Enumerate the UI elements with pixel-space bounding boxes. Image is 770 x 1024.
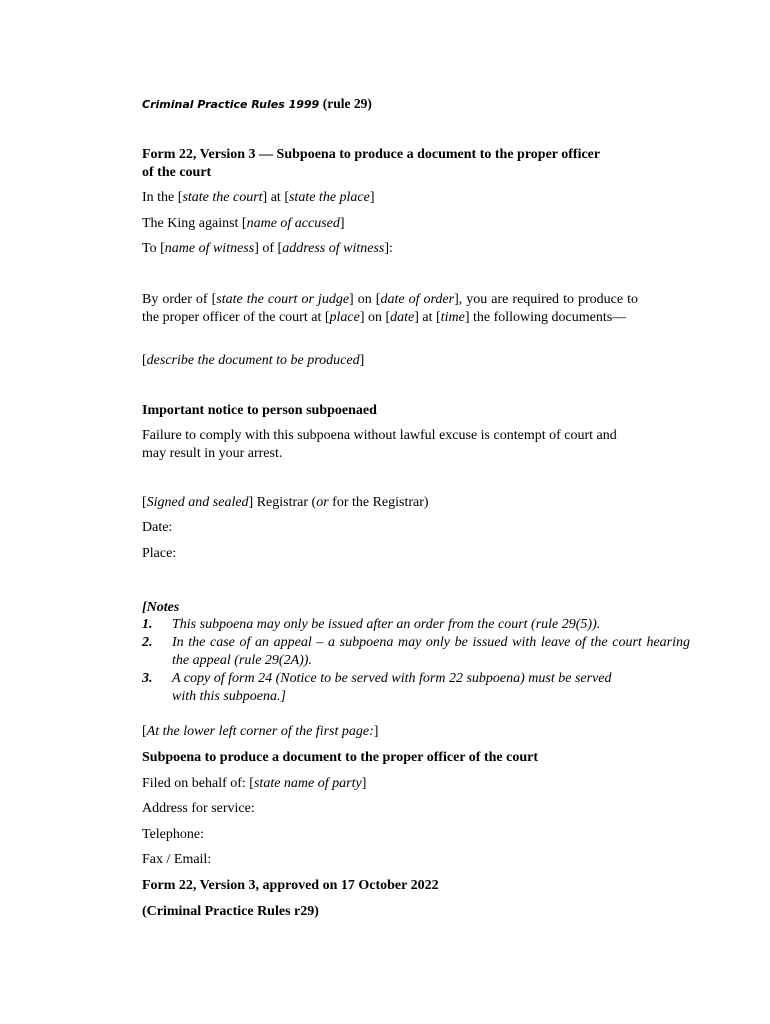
text-segment: ]: [384,241,393,256]
or-word: or [316,495,329,510]
date-order-placeholder: date of order [380,292,455,307]
note-text: In the case of an appeal – a subpoena may only be issued with leave of the court hearing the appeal (rule 29(2A)). [172,635,690,668]
court-placeholder: state the court [182,190,263,205]
parties-line [142,215,638,233]
document-line [142,352,638,370]
text-segment: By order of [ [142,292,217,307]
text-segment: In the [ [142,190,183,205]
place-placeholder: state the place [288,190,370,205]
notes-list [142,616,690,706]
text-segment: ] at [ [262,190,289,205]
text-segment: To [ [142,241,165,256]
form-version: Form 22, Version 3, approved on 17 October 2022 [142,878,439,893]
text-segment: ] on [ [359,310,391,325]
text-segment: ] of [ [254,241,283,256]
date-placeholder: date [390,310,415,325]
notice-text: Failure to comply with this subpoena without lawful excuse is contempt of court and may result in your arrest. [142,428,617,461]
text-segment: [ [142,353,147,368]
court-judge-placeholder: state the court or judge [216,292,350,307]
witness-placeholder: name of witness [164,241,255,256]
text-segment: ] [339,216,345,231]
text-segment: ] on [ [349,292,381,307]
text-segment: [ [142,495,147,510]
date-label: Date: [142,520,173,535]
place-placeholder: place [329,310,360,325]
note-item [142,634,690,670]
notice-heading: Important notice to person subpoenaed [142,403,377,418]
place-label: Place: [142,546,177,561]
note-item [142,616,690,634]
form-title: Form 22, Version 3 — Subpoena to produce a document to the proper officer of the court [142,147,600,180]
rule-reference: (rule 29) [322,96,372,111]
corner-label-text: At the lower left corner of the first page: [146,724,374,739]
text-segment: The King against [ [142,216,247,231]
fax-email-label: Fax / Email: [142,852,212,867]
address-for-service-label: Address for service: [142,801,255,816]
text-segment: ] [369,190,375,205]
notes-heading: [Notes [142,600,180,615]
text-segment: ] [359,353,365,368]
text-segment: ], you are required to produce to the proper officer of the court at [ [142,292,639,325]
text-segment: ] Registrar ( [248,495,317,510]
witness-line [142,240,638,258]
telephone-label: Telephone: [142,827,204,842]
signature-line [142,494,638,512]
rules-reference: (Criminal Practice Rules r29) [142,904,319,919]
note-number: 3. [142,671,153,686]
note-text: A copy of form 24 (Notice to be served with form 22 subpoena) must be served with this subpoena.] [172,671,612,704]
text-segment: [ [142,724,147,739]
text-segment: Filed on behalf of: [ [142,776,254,791]
document-placeholder: describe the document to be produced [146,353,360,368]
filed-on-behalf-line [142,775,638,793]
corner-label [142,723,638,741]
signed-placeholder: Signed and sealed [146,495,249,510]
text-segment: ] at [ [414,310,441,325]
act-name: Criminal Practice Rules 1999 [142,98,320,111]
text-segment: for the Registrar) [328,495,429,510]
text-segment: ] [361,776,367,791]
note-text: This subpoena may only be issued after an order from the court (rule 29(5)). [172,617,601,632]
order-paragraph [142,291,638,327]
note-number: 1. [142,617,153,632]
note-item [142,670,612,706]
note-number: 2. [142,635,153,650]
page-header [142,95,638,114]
accused-placeholder: name of accused [246,216,340,231]
party-placeholder: state name of party [253,776,362,791]
text-segment: ] [373,724,379,739]
corner-title: Subpoena to produce a document to the proper officer of the court [142,750,538,765]
court-line [142,189,638,207]
text-segment: ] the following documents— [464,310,627,325]
time-placeholder: time [440,310,465,325]
address-placeholder: address of witness [282,241,385,256]
